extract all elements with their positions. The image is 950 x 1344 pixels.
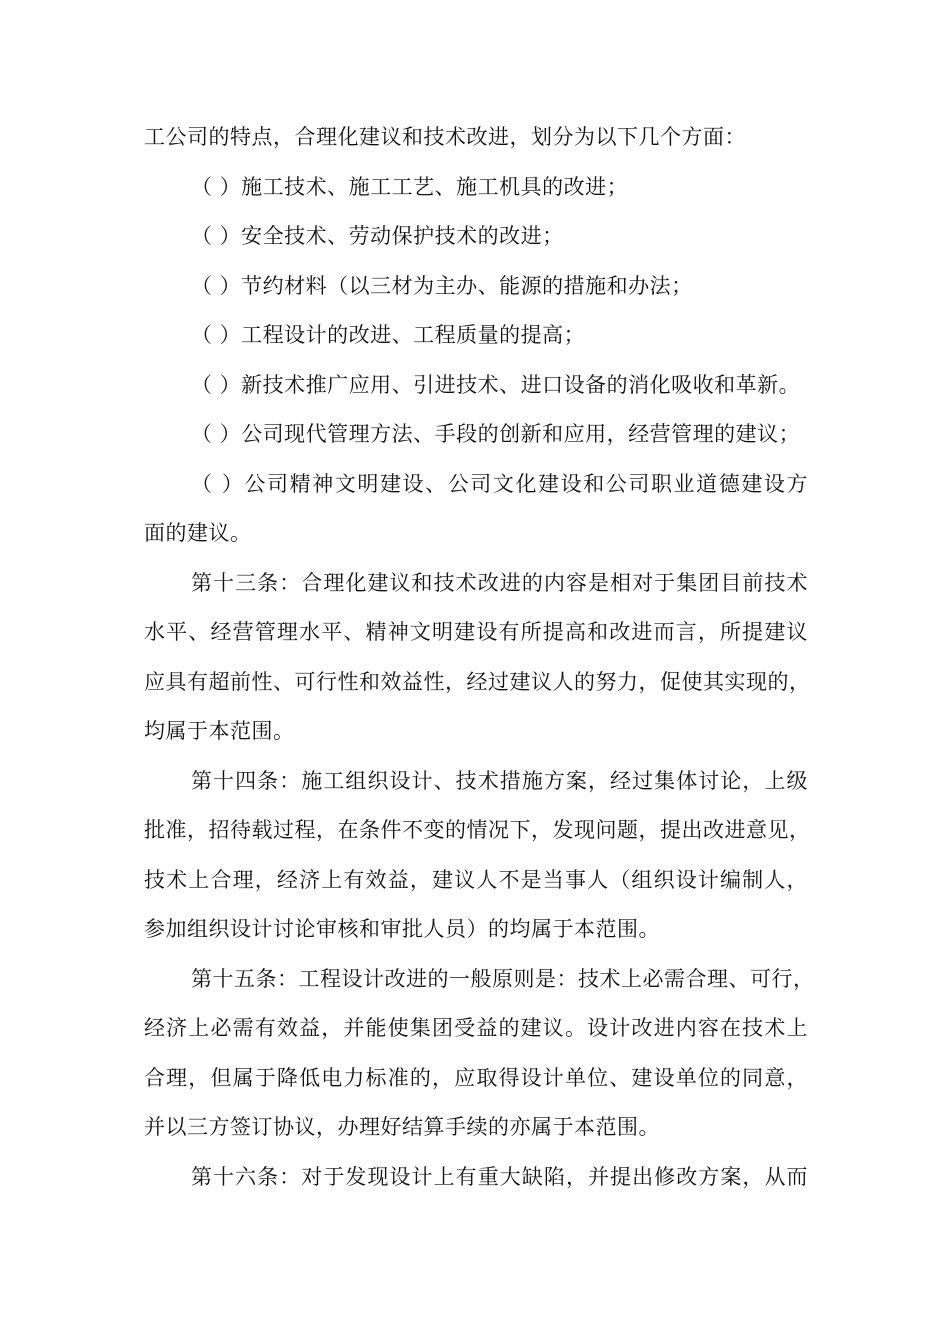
- document-page: [144, 113, 815, 1202]
- list-item: （ ）节约材料（以三材为主办、能源的措施和办法；: [191, 273, 693, 298]
- text-line: 工公司的特点，合理化建议和技术改进，划分为以下几个方面：: [144, 125, 746, 149]
- article-heading-line: 第十四条：施工组织设计、技术措施方案，经过集体讨论，上级: [191, 768, 808, 793]
- text-line: 面的建议。: [144, 521, 252, 545]
- list-item: （ ）新技术推广应用、引进技术、进口设备的消化吸收和革新。: [191, 372, 801, 397]
- text-line: 技术上合理，经济上有效益，建议人不是当事人（组织设计编制人，: [144, 867, 808, 892]
- text-line: 应具有超前性、可行性和效益性，经过建议人的努力，促使其实现的，: [144, 669, 811, 694]
- text-line: 批准，招待载过程，在条件不变的情况下，发现问题，提出改进意见，: [144, 818, 811, 842]
- text-line: 均属于本范围。: [144, 719, 295, 743]
- list-item: （ ）施工技术、施工工艺、施工机具的改进；: [191, 174, 629, 199]
- text-line: 经济上必需有效益，并能使集团受益的建议。设计改进内容在技术上: [144, 1016, 808, 1040]
- article-heading-line: 第十三条：合理化建议和技术改进的内容是相对于集团目前技术: [191, 570, 808, 595]
- list-item: （ ）工程设计的改进、工程质量的提高；: [191, 323, 586, 347]
- text-line: 参加组织设计讨论审核和审批人员）的均属于本范围。: [144, 917, 660, 941]
- list-item: （ ）公司精神文明建设、公司文化建设和公司职业道德建设方: [191, 471, 808, 496]
- article-heading-line: 第十六条：对于发现设计上有重大缺陷，并提出修改方案，从而: [191, 1164, 808, 1189]
- text-line: 合理，但属于降低电力标准的，应取得设计单位、建设单位的同意，: [144, 1065, 808, 1090]
- list-item: （ ）公司现代管理方法、手段的创新和应用，经营管理的建议；: [191, 422, 801, 446]
- list-item: （ ）安全技术、劳动保护技术的改进；: [191, 224, 564, 248]
- text-line: 并以三方签订协议，办理好结算手续的亦属于本范围。: [144, 1115, 660, 1139]
- article-heading-line: 第十五条：工程设计改进的一般原则是：技术上必需合理、可行，: [191, 966, 815, 991]
- text-line: 水平、经营管理水平、精神文明建设有所提高和改进而言，所提建议: [144, 620, 808, 644]
